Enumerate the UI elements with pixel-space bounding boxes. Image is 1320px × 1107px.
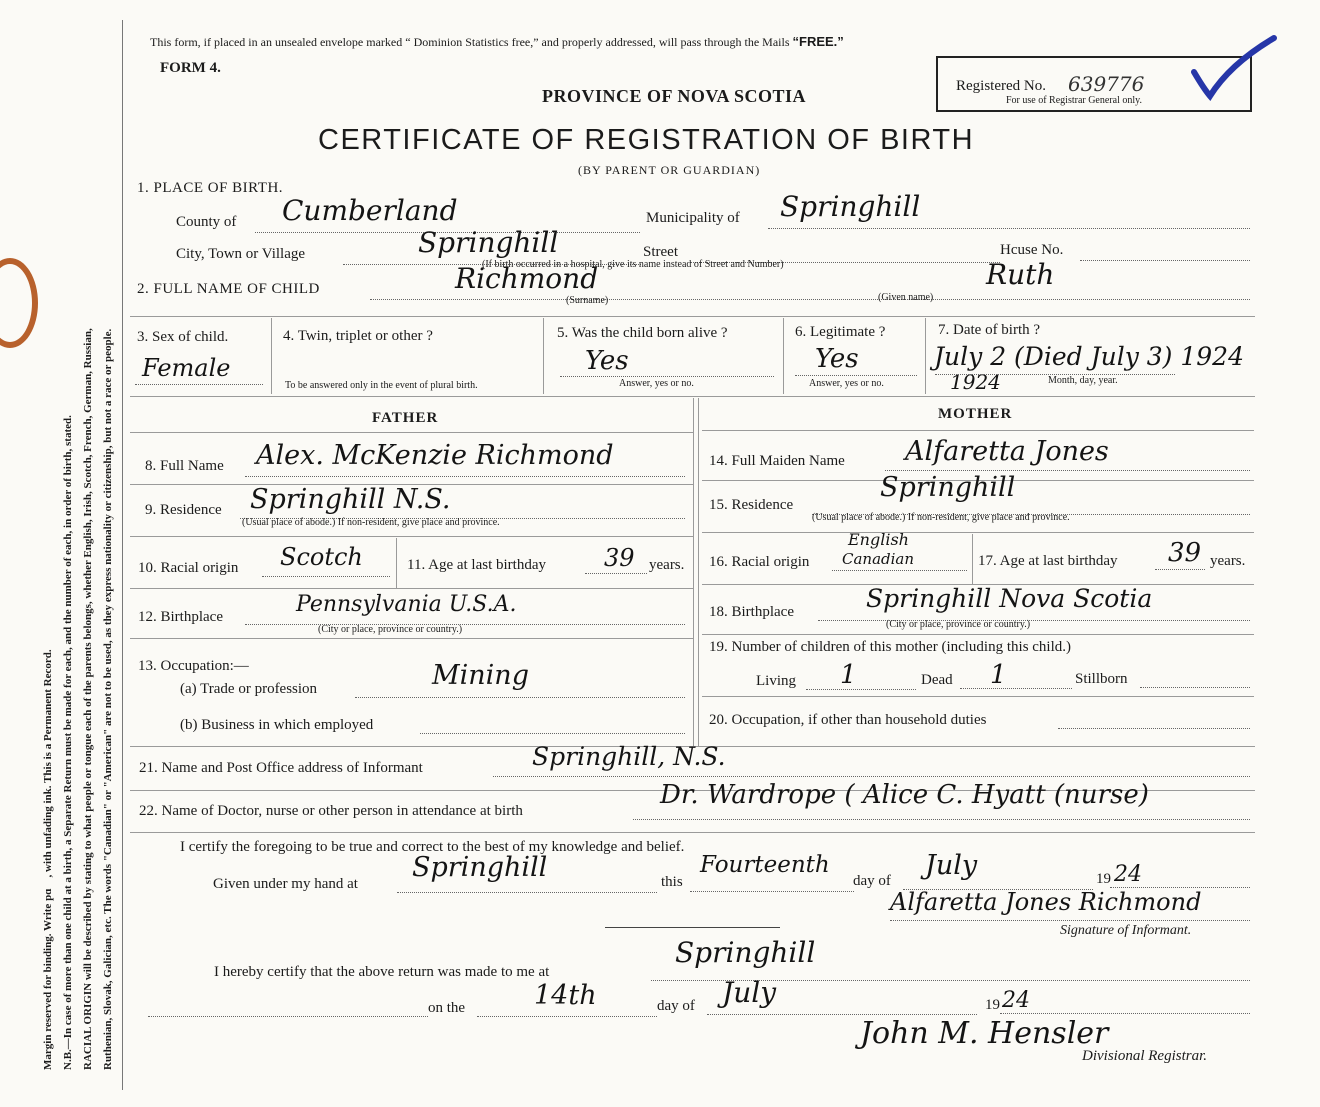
living-label: Living: [756, 673, 796, 689]
legitimate-label: 6. Legitimate ?: [795, 324, 886, 340]
child-surname: Richmond: [455, 262, 599, 295]
city-label: City, Town or Village: [176, 246, 306, 262]
margin-note-ink: Margin reserved for binding. Write pɑ , with unfading ink. This is a Permanent Record.: [42, 649, 54, 1070]
mother-residence-note: (Usual place of abode.) If non-resident, give place and province.: [812, 512, 1070, 523]
father-racial-label: 10. Racial origin: [138, 560, 239, 576]
mother-name-label: 14. Full Maiden Name: [709, 453, 845, 469]
mother-residence-label: 15. Residence: [709, 497, 794, 513]
binding-margin: [0, 0, 120, 1107]
child-given-name: Ruth: [986, 258, 1055, 291]
mother-racial-origin: Canadian: [842, 550, 915, 568]
informant-signature: Alfaretta Jones Richmond: [890, 888, 1202, 916]
father-age: 39: [604, 544, 635, 572]
stillborn-label: Stillborn: [1075, 671, 1128, 687]
registrar-year-prefix: 19: [985, 997, 1000, 1013]
hospital-note: (If birth occurred in a hospital, give its name instead of Street and Number): [482, 259, 784, 270]
father-trade: Mining: [432, 660, 529, 691]
twin-note: To be answered only in the event of plural birth.: [285, 380, 478, 391]
given-place: Springhill: [412, 852, 548, 883]
blue-checkmark-icon: [1190, 34, 1280, 114]
father-birthplace-label: 12. Birthplace: [138, 609, 223, 625]
doctor-name: Dr. Wardrope ( Alice C. Hyatt (nurse): [660, 780, 1149, 810]
dob-note: Month, day, year.: [1048, 375, 1118, 386]
margin-note-racial-origin-cont: Ruthenian, Slovak, Galician, etc. The words "Canadian" or "American" are not to be used, as they express nationality or citizenship, but not a race or people.: [102, 328, 114, 1070]
free-label: “FREE.”: [792, 34, 844, 49]
registrar-text: I hereby certify that the above return was made to me at: [214, 964, 550, 980]
registrar-day: 14th: [534, 980, 597, 1011]
street-label: Street: [643, 244, 678, 260]
place-of-birth-heading: 1. PLACE OF BIRTH.: [137, 180, 284, 196]
father-name-label: 8. Full Name: [145, 458, 224, 474]
child-name-label: 2. FULL NAME OF CHILD: [137, 281, 320, 297]
mother-occupation-label: 20. Occupation, if other than household duties: [709, 712, 987, 728]
father-business-label: (b) Business in which employed: [180, 717, 374, 733]
legitimate-value: Yes: [815, 344, 859, 374]
alive-note: Answer, yes or no.: [619, 378, 694, 389]
twin-label: 4. Twin, triplet or other ?: [283, 328, 433, 344]
doctor-label: 22. Name of Doctor, nurse or other person in attendance at birth: [139, 803, 523, 819]
mother-years-label: years.: [1210, 553, 1246, 569]
mother-racial-label: 16. Racial origin: [709, 554, 810, 570]
municipality-value: Springhill: [780, 190, 921, 223]
dob-year: 1924: [950, 370, 1001, 394]
registered-label: Registered No.: [956, 78, 1046, 94]
father-age-label: 11. Age at last birthday: [407, 557, 546, 573]
county-value: Cumberland: [282, 194, 458, 227]
informant-label: 21. Name and Post Office address of Informant: [139, 760, 423, 776]
province-heading: PROVINCE OF NOVA SCOTIA: [542, 86, 807, 106]
certificate-subtitle: (BY PARENT OR GUARDIAN): [578, 163, 761, 177]
registrar-on-label: on the: [428, 1000, 466, 1016]
father-name: Alex. McKenzie Richmond: [256, 440, 614, 471]
registrar-place: Springhill: [675, 936, 816, 969]
alive-label: 5. Was the child born alive ?: [557, 325, 728, 341]
registered-number: 639776: [1068, 72, 1145, 96]
father-heading: FATHER: [372, 410, 439, 426]
county-label: County of: [176, 214, 237, 230]
mother-birthplace: Springhill Nova Scotia: [866, 584, 1153, 613]
informant-address: Springhill, N.S.: [532, 742, 726, 771]
certify-dayof-label: day of: [853, 873, 891, 889]
dob-value: July 2 (Died July 3) 1924: [934, 342, 1244, 371]
father-years-label: years.: [649, 557, 685, 573]
certify-month: July: [925, 850, 978, 881]
mother-racial-origin-top: English: [848, 530, 909, 549]
city-value: Springhill: [418, 226, 559, 259]
dead-label: Dead: [921, 672, 953, 688]
father-racial-origin: Scotch: [280, 543, 363, 571]
this-label: this: [661, 874, 683, 890]
mother-maiden-name: Alfaretta Jones: [905, 436, 1109, 467]
mother-birthplace-label: 18. Birthplace: [709, 604, 794, 620]
registrar-signature-label: Divisional Registrar.: [1082, 1048, 1208, 1064]
given-name-note: (Given name): [878, 292, 934, 303]
father-occupation-label: 13. Occupation:—: [138, 658, 249, 674]
margin-note-racial-origin: RACIAL ORIGIN will be described by stating to what people or tongue each of the parents belongs, whether English, Irish, Scotch, French, German, Russian,: [82, 328, 94, 1070]
certify-text: I certify the foregoing to be true and correct to the best of my knowledge and belief.: [180, 839, 685, 855]
municipality-label: Municipality of: [646, 210, 740, 226]
certify-day: Fourteenth: [700, 852, 830, 878]
children-count-label: 19. Number of children of this mother (including this child.): [709, 639, 1072, 655]
given-under-label: Given under my hand at: [213, 876, 358, 892]
informant-signature-label: Signature of Informant.: [1060, 923, 1192, 938]
living-count: 1: [840, 660, 857, 690]
dead-count: 1: [990, 660, 1007, 690]
margin-note-multiple-births: N.B.—In case of more than one child at a birth, a Separate Return must be made for each, and the number of each, in order of birth, stated.: [62, 415, 74, 1070]
father-trade-label: (a) Trade or profession: [180, 681, 318, 697]
mother-birthplace-note: (City or place, province or country.): [886, 619, 1031, 630]
sex-label: 3. Sex of child.: [137, 329, 229, 345]
margin-rule: [122, 20, 123, 1090]
registrar-signature: John M. Hensler: [860, 1016, 1109, 1051]
mother-age-label: 17. Age at last birthday: [978, 553, 1118, 569]
father-residence: Springhill N.S.: [250, 484, 451, 515]
mother-age: 39: [1168, 538, 1202, 568]
father-birthplace: Pennsylvania U.S.A.: [296, 592, 517, 617]
registrar-dayof-label: day of: [657, 998, 695, 1014]
certify-year-prefix: 19: [1096, 871, 1111, 887]
sex-value: Female: [142, 354, 231, 382]
mother-residence: Springhill: [880, 472, 1016, 503]
surname-note: (Surname): [566, 295, 609, 306]
alive-value: Yes: [585, 346, 629, 376]
dob-label: 7. Date of birth ?: [938, 322, 1041, 338]
house-number-label: Hcuse No.: [1000, 242, 1064, 258]
father-birthplace-note: (City or place, province or country.): [318, 624, 463, 635]
certify-year: 24: [1114, 862, 1142, 887]
registrar-note: For use of Registrar General only.: [1006, 95, 1142, 106]
registrar-year: 24: [1002, 988, 1030, 1013]
father-residence-note: (Usual place of abode.) If non-resident, give place and province.: [242, 517, 500, 528]
mother-heading: MOTHER: [938, 406, 1013, 422]
certificate-title: CERTIFICATE OF REGISTRATION OF BIRTH: [318, 124, 975, 156]
registrar-month: July: [722, 976, 777, 1009]
form-number: FORM 4.: [160, 60, 221, 76]
legitimate-note: Answer, yes or no.: [809, 378, 884, 389]
father-residence-label: 9. Residence: [145, 502, 222, 518]
mail-notice: This form, if placed in an unsealed envelope marked “ Dominion Statistics free,” and properly addressed, will pass through the Mails “FREE.”: [150, 34, 844, 49]
